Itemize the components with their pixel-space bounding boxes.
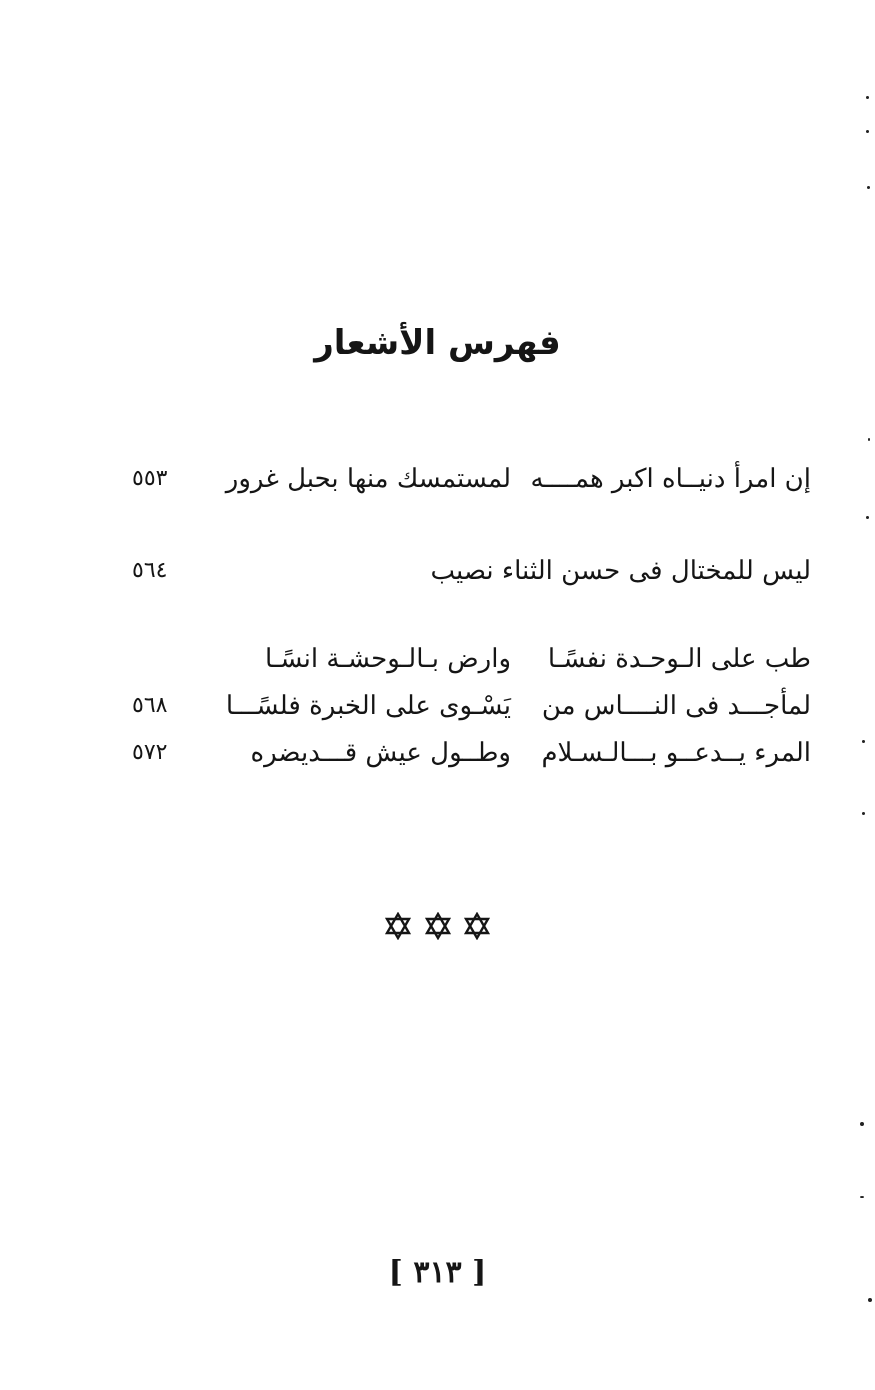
star-of-david-icon — [384, 912, 412, 940]
verse-hemistich-first: طب على الـوحـدة نفسًـا — [547, 644, 811, 674]
folio-number: ٣١٣ — [413, 1255, 462, 1290]
poem-index-entry — [0, 636, 875, 682]
poem-index-entry — [0, 683, 875, 729]
verse-line — [221, 730, 811, 776]
scan-speck — [866, 130, 869, 133]
folio-bracket-close: ] — [472, 1255, 487, 1290]
scan-speck — [867, 186, 870, 189]
verse-line — [221, 683, 811, 729]
scan-speck — [860, 1122, 864, 1126]
star-of-david-icon — [424, 912, 452, 940]
star-of-david-icon — [463, 912, 491, 940]
page-title: فهرس الأشعار — [314, 323, 561, 363]
verse-hemistich-first: إن امرأ دنيــاه اكبر همــــه — [530, 464, 811, 494]
page-number — [0, 1250, 875, 1296]
scan-speck — [860, 1196, 864, 1198]
verse-hemistich-second: وارض بـالـوحشـة انسًـا — [264, 644, 511, 674]
verse-hemistich-second: وطــول عيش قـــديضره — [250, 738, 511, 768]
poem-index-entry — [0, 548, 875, 594]
verse-hemistich-first: لمأجـــد فى النــــاس من — [541, 691, 811, 721]
page-reference: ٥٦٤ — [132, 558, 168, 583]
section-ornament — [0, 912, 875, 944]
scan-speck — [866, 516, 869, 519]
verse-line — [221, 636, 811, 682]
page-reference: ٥٧٢ — [132, 740, 168, 765]
scan-speck — [868, 1298, 872, 1302]
verse-hemistich-first: ليس للمختال فى حسن الثناء نصيب — [430, 556, 811, 586]
verse-line — [221, 548, 811, 594]
verse-hemistich-first: المرء يــدعــو بـــالـسـلام — [541, 738, 811, 768]
scan-speck — [862, 812, 865, 815]
scan-speck — [868, 438, 870, 441]
verse-hemistich-second: لمستمسك منها بحبل غرور — [225, 464, 511, 494]
poem-index-entry — [0, 456, 875, 502]
verse-hemistich-second: يَسْـوى على الخبرة فلسًـــا — [225, 691, 511, 721]
poem-index-entry — [0, 730, 875, 776]
page-reference: ٥٥٣ — [132, 466, 168, 491]
page-reference: ٥٦٨ — [132, 693, 168, 718]
folio-bracket-open: [ — [388, 1255, 403, 1290]
scan-speck — [862, 740, 865, 743]
scan-speck — [866, 96, 869, 99]
verse-line — [221, 456, 811, 502]
